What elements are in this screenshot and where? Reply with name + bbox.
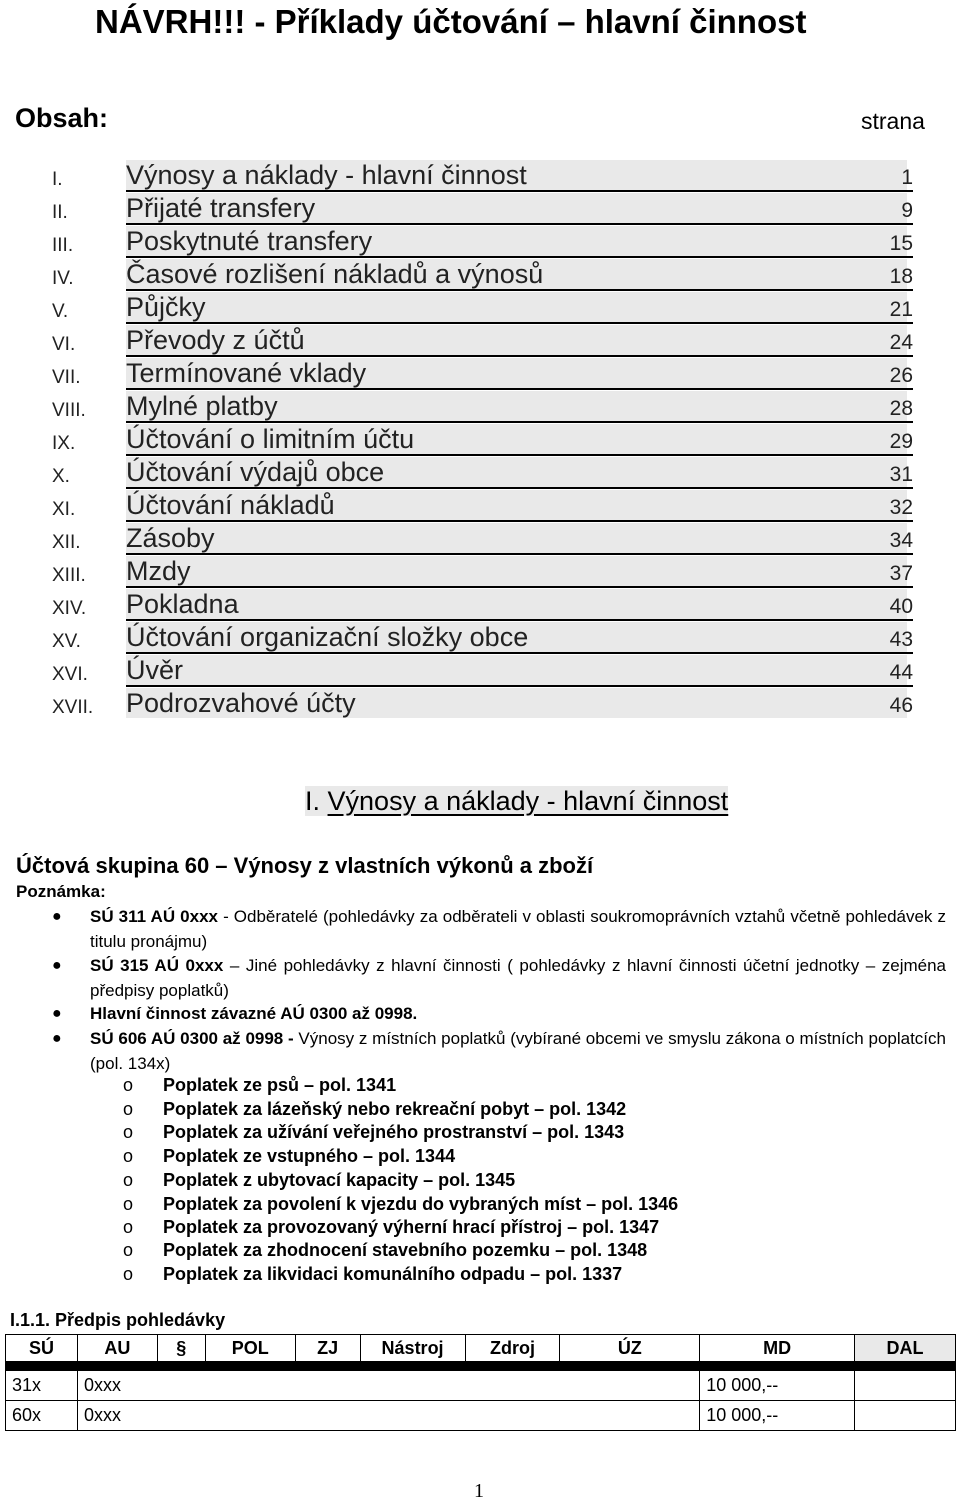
toc-item-title[interactable]: Časové rozlišení nákladů a výnosů <box>126 259 544 289</box>
column-header-zj: ZJ <box>295 1335 360 1362</box>
note-bullet-bold: SÚ 315 AÚ 0xxx <box>90 956 224 975</box>
toc-item[interactable] <box>0 622 960 655</box>
toc-item-page: 15 <box>889 232 913 255</box>
list-item <box>123 1122 624 1143</box>
cell-dal <box>855 1401 956 1431</box>
fee-item-label: Poplatek z ubytovací kapacity – pol. 1345 <box>163 1170 516 1190</box>
toc-item[interactable] <box>0 589 960 622</box>
list-marker: o <box>123 1146 134 1166</box>
toc-item-number: I. <box>52 169 63 190</box>
section-number: I. <box>305 786 321 816</box>
note-bullet-item <box>90 1002 946 1027</box>
toc-item-title[interactable]: Účtování organizační složky obce <box>126 622 529 652</box>
section-heading <box>305 786 728 817</box>
toc-item[interactable] <box>0 325 960 358</box>
toc-underline <box>126 322 913 324</box>
toc-item-page: 29 <box>889 430 913 453</box>
note-bullet-bold: SÚ 311 AÚ 0xxx <box>90 907 218 926</box>
toc-item-page: 24 <box>889 331 913 354</box>
toc-item-page: 28 <box>889 397 913 420</box>
toc-item-page: 31 <box>889 463 913 486</box>
toc-item[interactable] <box>0 160 960 193</box>
toc-item-number: XIII. <box>52 565 86 586</box>
toc-item-number: XV. <box>52 631 81 652</box>
table-header-row <box>6 1335 956 1362</box>
list-item <box>123 1217 659 1238</box>
column-header-su: SÚ <box>6 1335 78 1362</box>
toc-item-number: V. <box>52 301 69 322</box>
cell-dal <box>855 1371 956 1401</box>
toc-item[interactable] <box>0 688 960 721</box>
toc-item-title[interactable]: Poskytnuté transfery <box>126 226 373 256</box>
fee-item-label: Poplatek za zhodnocení stavebního pozemku – pol. 1348 <box>163 1240 648 1260</box>
toc-item-page: 18 <box>889 265 913 288</box>
bullet-icon: ● <box>52 1005 62 1022</box>
column-header-md: MD <box>700 1335 855 1362</box>
toc-item-page: 46 <box>889 694 913 717</box>
list-marker: o <box>123 1099 134 1119</box>
toc-item[interactable] <box>0 358 960 391</box>
list-item <box>123 1194 678 1215</box>
toc-heading: Obsah: <box>15 103 109 133</box>
note-bullet-text: Výnosy z místních poplatků (vybírané obcemi ve smyslu zákona o místních poplatcích (pol. 134x) <box>90 1029 946 1073</box>
column-header-zdroj: Zdroj <box>465 1335 560 1362</box>
toc-item-number: XII. <box>52 532 81 553</box>
cell-su: 31x <box>6 1371 78 1401</box>
toc-item[interactable] <box>0 523 960 556</box>
toc-item-number: X. <box>52 466 70 487</box>
fee-item-label: Poplatek za užívání veřejného prostranství – pol. 1343 <box>163 1122 625 1142</box>
toc-item-number: VI. <box>52 334 76 355</box>
toc-underline <box>126 619 913 621</box>
bullet-icon: ● <box>52 908 62 925</box>
list-marker: o <box>123 1240 134 1260</box>
note-bullet-bold: SÚ 606 AÚ 0300 až 0998 - <box>90 1029 294 1048</box>
list-item <box>123 1240 647 1261</box>
list-marker: o <box>123 1217 134 1237</box>
toc-item-number: XI. <box>52 499 76 520</box>
bullet-icon: ● <box>52 957 62 974</box>
toc-item-title[interactable]: Mzdy <box>126 556 191 586</box>
toc-item-title[interactable]: Pokladna <box>126 589 239 619</box>
toc-item-title[interactable]: Účtování nákladů <box>126 490 335 520</box>
account-group-heading: Účtová skupina 60 – Výnosy z vlastních výkonů a zboží <box>16 853 594 878</box>
toc-item-number: IV. <box>52 268 74 289</box>
toc-item-title[interactable]: Přijaté transfery <box>126 193 316 223</box>
list-item <box>123 1075 396 1096</box>
fee-item-label: Poplatek za likvidaci komunálního odpadu – pol. 1337 <box>163 1264 623 1284</box>
column-header-dal: DAL <box>855 1335 956 1362</box>
column-header-pol: POL <box>205 1335 295 1362</box>
toc-highlight <box>126 589 907 619</box>
note-bullet-item <box>90 905 946 954</box>
note-bullet-text: – Jiné pohledávky z hlavní činnosti ( pohledávky z hlavní činnosti účetní jednotky – zejména předpisy poplatků) <box>90 956 946 1000</box>
toc-item-title[interactable]: Termínované vklady <box>126 358 367 388</box>
toc-highlight <box>126 523 907 553</box>
column-header-au: AU <box>77 1335 157 1362</box>
list-marker: o <box>123 1122 134 1142</box>
toc-item-title[interactable]: Mylné platby <box>126 391 278 421</box>
cell-md: 10 000,-- <box>700 1371 855 1401</box>
table-row <box>6 1401 956 1431</box>
toc-item-title[interactable]: Účtování o limitním účtu <box>126 424 415 454</box>
toc-item-number: XVII. <box>52 697 94 718</box>
toc-page-column-header: strana <box>861 108 925 134</box>
toc-item-title[interactable]: Podrozvahové účty <box>126 688 356 718</box>
note-bullet-item <box>90 1027 946 1076</box>
list-marker: o <box>123 1075 134 1095</box>
fee-item-label: Poplatek za lázeňský nebo rekreační pobyt – pol. 1342 <box>163 1099 627 1119</box>
toc-item-title[interactable]: Zásoby <box>126 523 215 553</box>
toc-underline <box>126 586 913 588</box>
column-header-section: § <box>157 1335 205 1362</box>
toc-item[interactable] <box>0 424 960 457</box>
list-marker: o <box>123 1264 134 1284</box>
toc-item-page: 21 <box>889 298 913 321</box>
fee-item-label: Poplatek ze vstupného – pol. 1344 <box>163 1146 456 1166</box>
cell-au: 0xxx <box>77 1401 699 1431</box>
toc-item[interactable] <box>0 193 960 226</box>
toc-item-page: 26 <box>889 364 913 387</box>
toc-item-page: 37 <box>889 562 913 585</box>
list-item <box>123 1146 455 1167</box>
toc-item-page: 40 <box>889 595 913 618</box>
bullet-icon: ● <box>52 1030 62 1047</box>
fee-item-label: Poplatek ze psů – pol. 1341 <box>163 1075 397 1095</box>
toc-item-page: 9 <box>901 199 913 222</box>
table-row <box>6 1371 956 1401</box>
toc-underline <box>126 685 913 687</box>
toc-item[interactable] <box>0 490 960 523</box>
toc-highlight <box>126 655 907 685</box>
column-header-nastroj: Nástroj <box>360 1335 465 1362</box>
toc-item-title[interactable]: Převody z účtů <box>126 325 305 355</box>
toc-item-page: 43 <box>889 628 913 651</box>
toc-item-title[interactable]: Účtování výdajů obce <box>126 457 385 487</box>
toc-item-page: 32 <box>889 496 913 519</box>
toc-item-number: III. <box>52 235 74 256</box>
list-marker: o <box>123 1194 134 1214</box>
toc-item[interactable] <box>0 259 960 292</box>
toc-highlight <box>126 292 907 322</box>
toc-item-number: XVI. <box>52 664 88 685</box>
toc-item-title[interactable]: Výnosy a náklady - hlavní činnost <box>126 160 527 190</box>
section-title: Výnosy a náklady - hlavní činnost <box>327 786 729 816</box>
toc-item-number: II. <box>52 202 68 223</box>
fee-item-label: Poplatek za provozovaný výherní hrací přístroj – pol. 1347 <box>163 1217 660 1237</box>
toc-item[interactable] <box>0 391 960 424</box>
column-header-uz: ÚZ <box>560 1335 700 1362</box>
list-item <box>123 1170 515 1191</box>
note-label: Poznámka: <box>16 882 106 901</box>
list-marker: o <box>123 1170 134 1190</box>
toc-item-number: XIV. <box>52 598 87 619</box>
header-separator <box>6 1362 956 1371</box>
toc-item-number: VII. <box>52 367 81 388</box>
cell-au: 0xxx <box>77 1371 699 1401</box>
subsection-heading: I.1.1. Předpis pohledávky <box>10 1310 226 1330</box>
toc-item[interactable] <box>0 457 960 490</box>
toc-item-page: 34 <box>889 529 913 552</box>
toc-item-number: IX. <box>52 433 76 454</box>
note-bullet-text: - Odběratelé (pohledávky za odběrateli v oblasti soukromoprávních vztahů včetně pohledávek z titulu pronájmu) <box>90 907 947 951</box>
list-item <box>123 1099 626 1120</box>
ledger-table <box>5 1334 956 1431</box>
note-bullet-bold: Hlavní činnost závazné AÚ 0300 až 0998. <box>90 1004 418 1023</box>
toc-item-number: VIII. <box>52 400 86 421</box>
toc-item-title[interactable]: Půjčky <box>126 292 206 322</box>
toc-item[interactable] <box>0 292 960 325</box>
toc-highlight <box>126 556 907 586</box>
page-number: 1 <box>474 1480 484 1502</box>
toc-item[interactable] <box>0 655 960 688</box>
list-item <box>123 1264 622 1285</box>
toc-underline <box>126 553 913 555</box>
toc-item-page: 1 <box>901 166 913 189</box>
toc-item[interactable] <box>0 556 960 589</box>
toc-item-title[interactable]: Úvěr <box>126 655 184 685</box>
note-bullet-item <box>90 954 946 1003</box>
document-title: NÁVRH!!! - Příklady účtování – hlavní činnost <box>95 3 807 40</box>
toc-item[interactable] <box>0 226 960 259</box>
toc-item-page: 44 <box>889 661 913 684</box>
cell-md: 10 000,-- <box>700 1401 855 1431</box>
fee-item-label: Poplatek za povolení k vjezdu do vybraných míst – pol. 1346 <box>163 1194 679 1214</box>
cell-su: 60x <box>6 1401 78 1431</box>
